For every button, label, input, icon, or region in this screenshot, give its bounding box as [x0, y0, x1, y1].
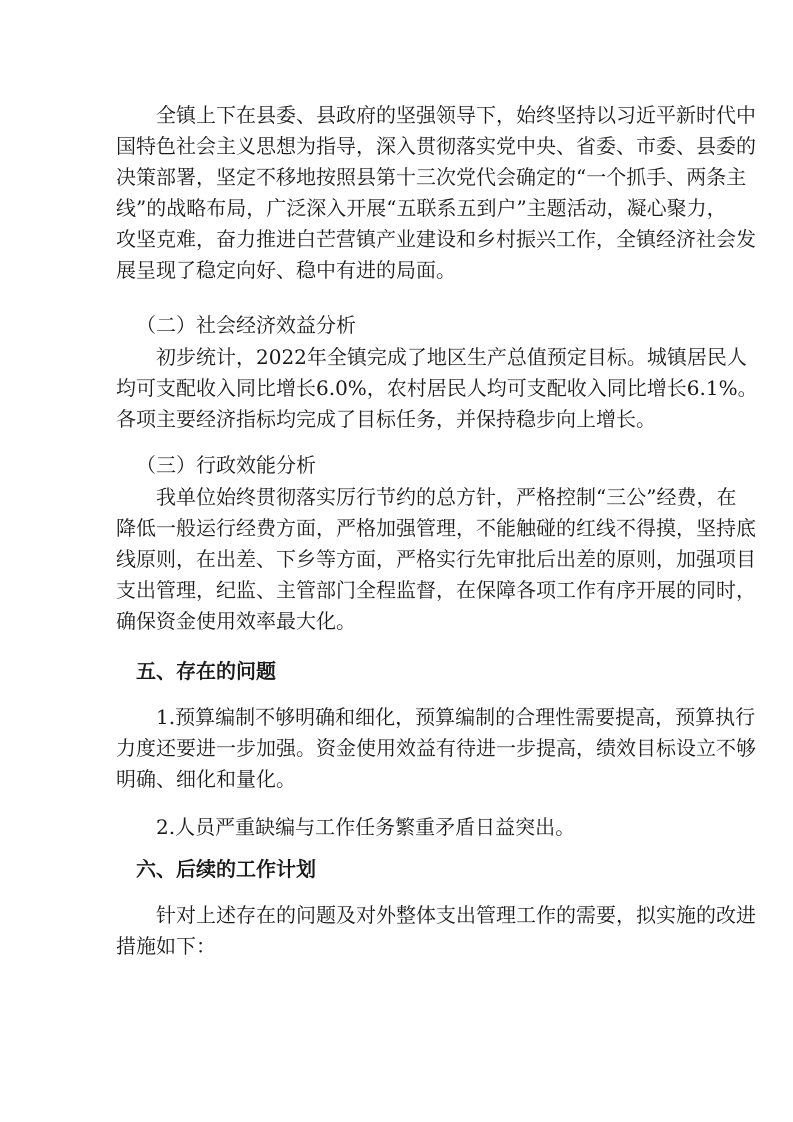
paragraph-problem-1 [116, 702, 756, 795]
paragraph-admin-efficiency [116, 482, 756, 637]
paragraph-improvement-measures [116, 900, 756, 962]
text-line: 各项主要经济指标均完成了目标任务，并保持稳步向上增长。 [116, 407, 656, 431]
text-line: 2.人员严重缺编与工作任务繁重矛盾日益突出。 [156, 815, 576, 839]
text-line: 降低一般运行经费方面，严格加强管理，不能触碰的红线不得摸，坚持底 [116, 516, 756, 540]
heading-follow-up-plan: 六、后续的工作计划 [136, 857, 316, 881]
text-line: 攻坚克难，奋力推进白芒营镇产业建设和乡村振兴工作，全镇经济社会发 [116, 227, 756, 251]
text-line: 1.预算编制不够明确和细化，预算编制的合理性需要提高，预算执行 [156, 705, 756, 729]
text-line: 均可支配收入同比增长6.0%，农村居民人均可支配收入同比增长6.1%。 [116, 376, 758, 400]
paragraph-problem-2 [116, 812, 696, 843]
text-line: 措施如下： [116, 934, 216, 958]
text-line: 线原则，在出差、下乡等方面，严格实行先审批后出差的原则，加强项目 [116, 547, 756, 571]
text-line: 明确、细化和量化。 [116, 767, 296, 791]
text-line: 我单位始终贯彻落实厉行节约的总方针，严格控制“三公”经费，在 [156, 485, 737, 509]
text-line: 确保资金使用效率最大化。 [116, 609, 356, 633]
text-line: 初步统计，2022年全镇完成了地区生产总值预定目标。城镇居民人 [156, 345, 747, 369]
text-line: 支出管理，纪监、主管部门全程监督，在保障各项工作有序开展的同时， [116, 578, 756, 602]
text-line: 针对上述存在的问题及对外整体支出管理工作的需要，拟实施的改进 [156, 903, 756, 927]
text-line: 线”的战略布局，广泛深入开展“五联系五到户”主题活动，凝心聚力， [116, 196, 727, 220]
text-line: 展呈现了稳定向好、稳中有进的局面。 [116, 258, 456, 282]
paragraph-leadership [116, 100, 756, 286]
section-title-economic-benefit: （二）社会经济效益分析 [136, 313, 356, 337]
text-line: 国特色社会主义思想为指导，深入贯彻落实党中央、省委、市委、县委的 [116, 134, 756, 158]
heading-existing-problems: 五、存在的问题 [136, 659, 276, 683]
paragraph-economic-stats [116, 342, 758, 435]
text-line: 力度还要进一步加强。资金使用效益有待进一步提高，绩效目标设立不够 [116, 736, 756, 760]
text-line: 全镇上下在县委、县政府的坚强领导下，始终坚持以习近平新时代中 [156, 103, 756, 127]
section-title-admin-efficiency: （三）行政效能分析 [136, 453, 316, 477]
text-line: 决策部署，坚定不移地按照县第十三次党代会确定的“一个抓手、两条主 [116, 165, 747, 189]
